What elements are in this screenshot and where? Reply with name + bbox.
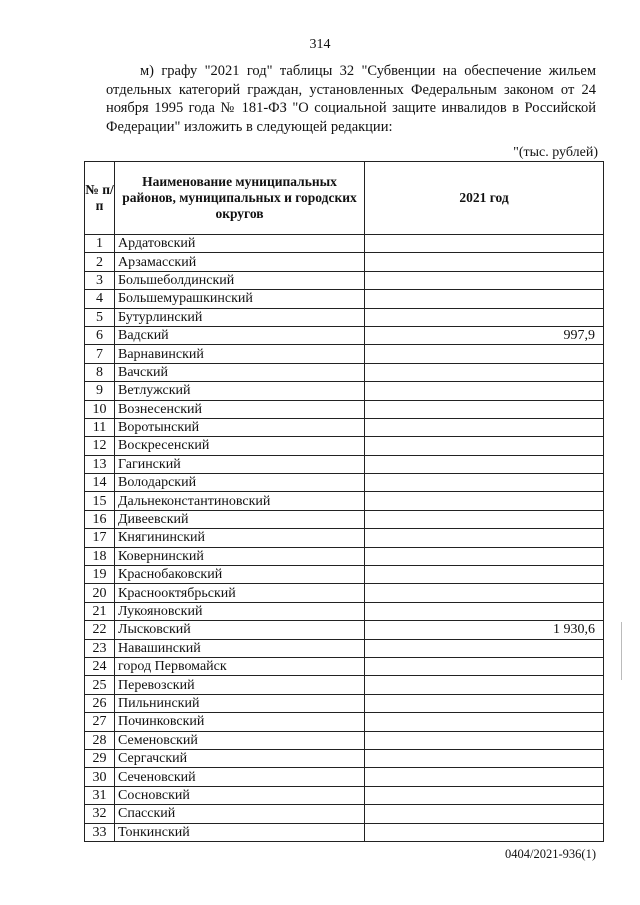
- table-row: [85, 639, 604, 657]
- table-row: [85, 731, 604, 749]
- district-name: Ковернинский: [115, 547, 365, 565]
- district-name: Арзамасский: [115, 253, 365, 271]
- table-row: [85, 768, 604, 786]
- row-value: [365, 290, 604, 308]
- row-value: [365, 510, 604, 528]
- row-value: [365, 768, 604, 786]
- district-name: Дивеевский: [115, 510, 365, 528]
- row-value: [365, 235, 604, 253]
- district-name: Тонкинский: [115, 823, 365, 841]
- row-number: 33: [85, 823, 115, 841]
- row-number: 31: [85, 786, 115, 804]
- row-number: 25: [85, 676, 115, 694]
- district-name: Вачский: [115, 363, 365, 381]
- table-row: [85, 713, 604, 731]
- row-number: 16: [85, 510, 115, 528]
- district-name: Вознесенский: [115, 400, 365, 418]
- table-row: [85, 823, 604, 841]
- row-value: [365, 731, 604, 749]
- row-value: [365, 345, 604, 363]
- table-row: [85, 345, 604, 363]
- table-row: [85, 602, 604, 620]
- table-row: [85, 400, 604, 418]
- district-name: Княгининский: [115, 529, 365, 547]
- row-value: [365, 676, 604, 694]
- district-name: Починковский: [115, 713, 365, 731]
- row-value: 1 930,6: [365, 621, 604, 639]
- row-value: [365, 584, 604, 602]
- document-code: 0404/2021-936(1): [505, 847, 596, 861]
- table-row: [85, 584, 604, 602]
- row-number: 12: [85, 437, 115, 455]
- district-name: Краснобаковский: [115, 566, 365, 584]
- row-number: 7: [85, 345, 115, 363]
- row-value: [365, 437, 604, 455]
- row-number: 3: [85, 271, 115, 289]
- row-number: 9: [85, 382, 115, 400]
- page-number: 314: [309, 37, 331, 52]
- row-number: 8: [85, 363, 115, 381]
- district-name: Вадский: [115, 326, 365, 344]
- district-name: город Первомайск: [115, 657, 365, 675]
- row-value: [365, 474, 604, 492]
- row-number: 23: [85, 639, 115, 657]
- header-year: 2021 год: [365, 162, 604, 235]
- row-number: 18: [85, 547, 115, 565]
- row-number: 22: [85, 621, 115, 639]
- district-name: Володарский: [115, 474, 365, 492]
- table-body: [85, 235, 604, 842]
- row-value: [365, 639, 604, 657]
- district-name: Ветлужский: [115, 382, 365, 400]
- row-value: [365, 713, 604, 731]
- units-label: "(тыс. рублей): [513, 145, 598, 160]
- row-value: [365, 418, 604, 436]
- table-row: [85, 382, 604, 400]
- table-row: [85, 657, 604, 675]
- row-number: 6: [85, 326, 115, 344]
- row-number: 29: [85, 749, 115, 767]
- row-value: 997,9: [365, 326, 604, 344]
- row-number: 19: [85, 566, 115, 584]
- row-number: 28: [85, 731, 115, 749]
- row-number: 27: [85, 713, 115, 731]
- header-num: № п/п: [85, 162, 115, 235]
- table-row: [85, 253, 604, 271]
- row-value: [365, 694, 604, 712]
- row-number: 10: [85, 400, 115, 418]
- subvention-table: [84, 161, 604, 842]
- table-row: [85, 786, 604, 804]
- district-name: Воротынский: [115, 418, 365, 436]
- row-number: 14: [85, 474, 115, 492]
- row-number: 5: [85, 308, 115, 326]
- district-name: Бутурлинский: [115, 308, 365, 326]
- row-number: 30: [85, 768, 115, 786]
- row-number: 21: [85, 602, 115, 620]
- table-header-row: [85, 162, 604, 235]
- table-row: [85, 805, 604, 823]
- table-row: [85, 290, 604, 308]
- district-name: Варнавинский: [115, 345, 365, 363]
- district-name: Ардатовский: [115, 235, 365, 253]
- row-value: [365, 400, 604, 418]
- table-row: [85, 621, 604, 639]
- district-name: Воскресенский: [115, 437, 365, 455]
- row-value: [365, 382, 604, 400]
- table-row: [85, 529, 604, 547]
- row-value: [365, 253, 604, 271]
- table-row: [85, 271, 604, 289]
- row-number: 24: [85, 657, 115, 675]
- row-number: 13: [85, 455, 115, 473]
- table-row: [85, 474, 604, 492]
- district-name: Лукояновский: [115, 602, 365, 620]
- table-row: [85, 749, 604, 767]
- intro-paragraph: м) графу "2021 год" таблицы 32 "Субвенции на обеспечение жильем отдельных категорий граждан, установленных Федеральным законом от 24 ноября 1995 года № 181-ФЗ "О социальной защите инвалидов в Российской Федерации" изложить в следующей редакции:: [106, 63, 596, 135]
- table-row: [85, 694, 604, 712]
- district-name: Большеболдинский: [115, 271, 365, 289]
- table-row: [85, 566, 604, 584]
- row-number: 17: [85, 529, 115, 547]
- table-row: [85, 437, 604, 455]
- district-name: Сеченовский: [115, 768, 365, 786]
- row-value: [365, 602, 604, 620]
- district-name: Сергачский: [115, 749, 365, 767]
- row-number: 4: [85, 290, 115, 308]
- row-number: 15: [85, 492, 115, 510]
- row-value: [365, 547, 604, 565]
- header-name: Наименование муниципальных районов, муниципальных и городских округов: [115, 162, 365, 235]
- row-number: 1: [85, 235, 115, 253]
- district-name: Лысковский: [115, 621, 365, 639]
- row-value: [365, 823, 604, 841]
- row-number: 20: [85, 584, 115, 602]
- row-number: 11: [85, 418, 115, 436]
- table-row: [85, 676, 604, 694]
- row-number: 2: [85, 253, 115, 271]
- district-name: Спасский: [115, 805, 365, 823]
- table-row: [85, 308, 604, 326]
- district-name: Семеновский: [115, 731, 365, 749]
- row-value: [365, 805, 604, 823]
- row-value: [365, 271, 604, 289]
- district-name: Сосновский: [115, 786, 365, 804]
- row-value: [365, 786, 604, 804]
- row-value: [365, 657, 604, 675]
- table-row: [85, 510, 604, 528]
- row-value: [365, 566, 604, 584]
- district-name: Дальнеконстантиновский: [115, 492, 365, 510]
- district-name: Большемурашкинский: [115, 290, 365, 308]
- row-value: [365, 308, 604, 326]
- row-value: [365, 492, 604, 510]
- district-name: Навашинский: [115, 639, 365, 657]
- table-row: [85, 326, 604, 344]
- district-name: Гагинский: [115, 455, 365, 473]
- row-value: [365, 363, 604, 381]
- table-row: [85, 418, 604, 436]
- table-row: [85, 235, 604, 253]
- scan-artifact-line: [621, 622, 622, 680]
- row-value: [365, 749, 604, 767]
- row-value: [365, 529, 604, 547]
- table-row: [85, 455, 604, 473]
- row-number: 32: [85, 805, 115, 823]
- district-name: Перевозский: [115, 676, 365, 694]
- district-name: Краснооктябрьский: [115, 584, 365, 602]
- table-row: [85, 363, 604, 381]
- table-row: [85, 547, 604, 565]
- row-number: 26: [85, 694, 115, 712]
- table-row: [85, 492, 604, 510]
- row-value: [365, 455, 604, 473]
- district-name: Пильнинский: [115, 694, 365, 712]
